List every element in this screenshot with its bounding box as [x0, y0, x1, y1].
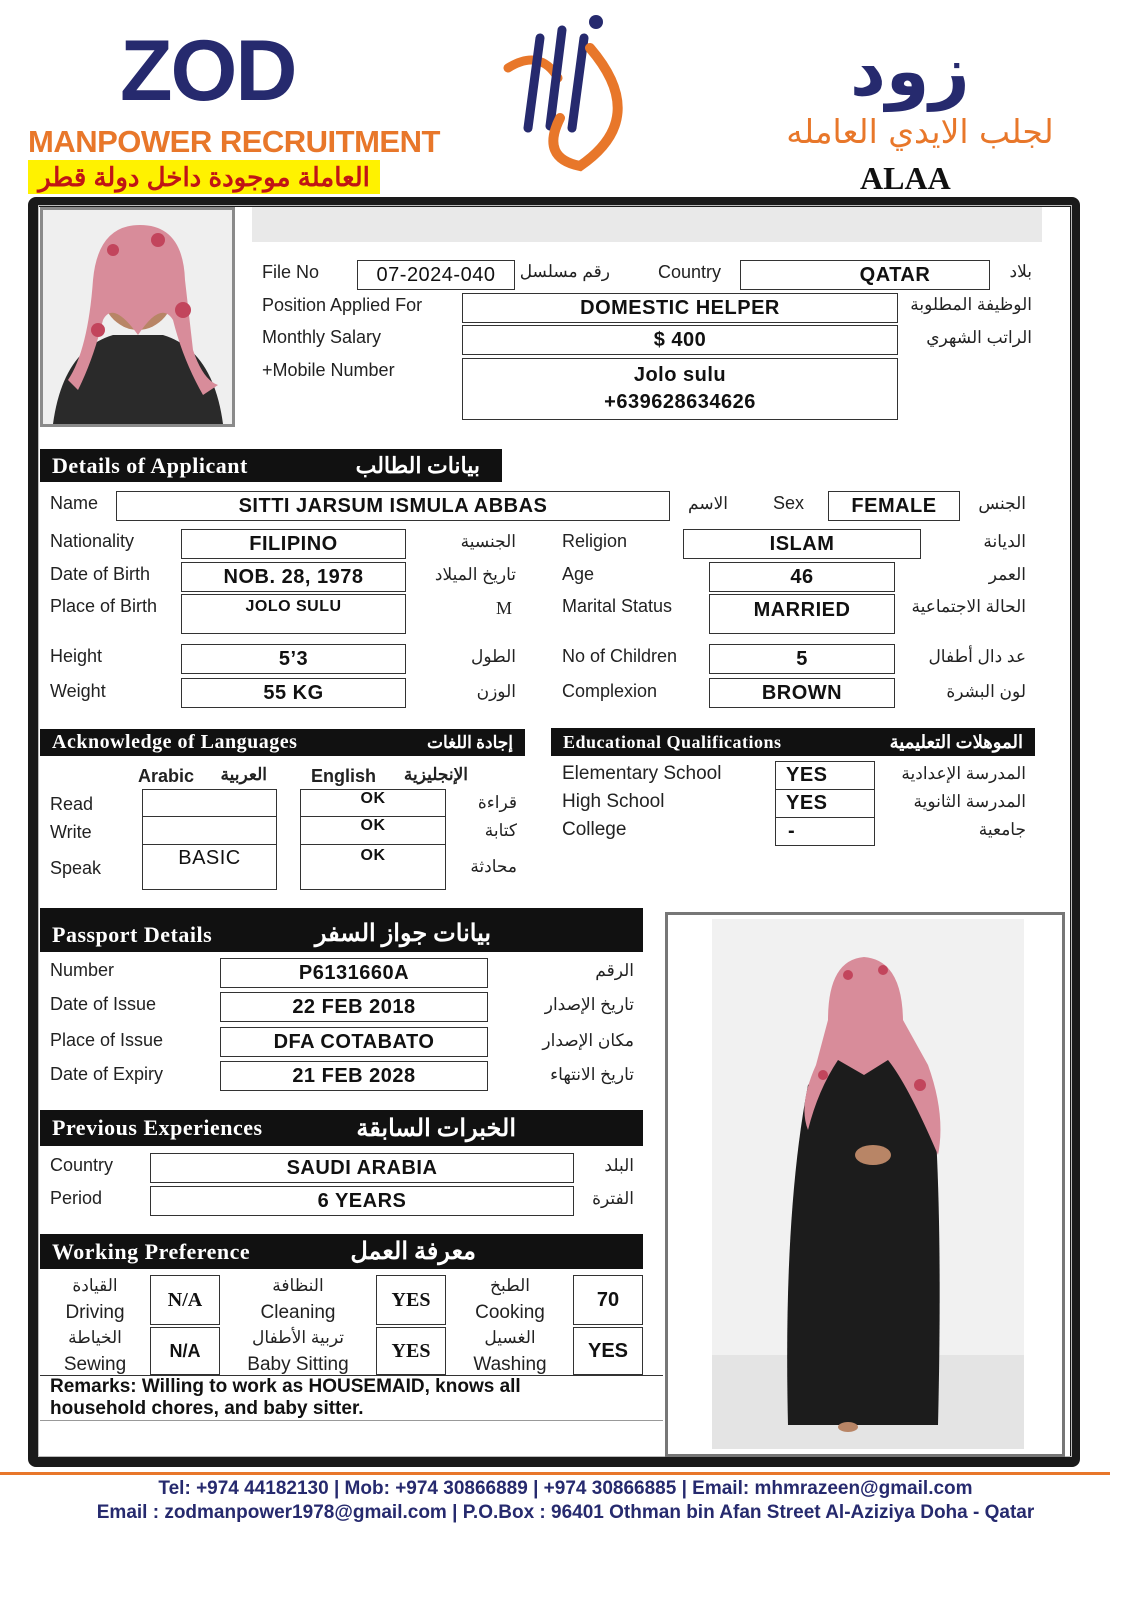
- exp-period-value: 6 YEARS: [150, 1186, 574, 1216]
- brand-slogan-arabic: لجلب الايدي العامله: [786, 112, 1054, 151]
- english-col-label-ar: الإنجليزية: [403, 765, 468, 784]
- arabic-speak-value: BASIC: [142, 844, 277, 890]
- salary-label-ar: الراتب الشهري: [926, 328, 1032, 347]
- issue-date-label: Date of Issue: [50, 994, 157, 1014]
- cooking-label: Cooking: [475, 1302, 545, 1323]
- details-header: [40, 449, 502, 482]
- complexion-value: BROWN: [709, 678, 895, 708]
- sewing-label: Sewing: [63, 1354, 127, 1375]
- children-label: No of Children: [562, 646, 678, 666]
- college-label: College: [562, 819, 627, 840]
- footer-contact-line-2: Email : zodmanpower1978@gmail.com | P.O.Box : 96401 Othman bin Afan Street Al-Aziziya Doha - Qatar: [96, 1502, 1035, 1523]
- write-label-ar: كتابة: [484, 821, 517, 840]
- read-label: Read: [50, 794, 94, 814]
- college-label-ar: جامعية: [978, 820, 1026, 839]
- remarks-line-2: household chores, and baby sitter.: [50, 1398, 364, 1419]
- children-value: 5: [709, 644, 895, 674]
- experience-title-ar: الخبرات السابقة: [356, 1115, 516, 1142]
- age-label-ar: العمر: [988, 565, 1026, 584]
- weight-label: Weight: [50, 681, 106, 701]
- cooking-value: 70: [573, 1275, 643, 1325]
- read-label-ar: قراءة: [477, 793, 517, 812]
- name-value: SITTI JARSUM ISMULA ABBAS: [116, 491, 670, 521]
- passport-header: [40, 908, 643, 952]
- arabic-col-label: Arabic: [138, 766, 195, 786]
- remarks-line-1: Remarks: Willing to work as HOUSEMAID, knows all: [50, 1376, 521, 1397]
- footer-contact-line-1: Tel: +974 44182130 | Mob: +974 30866889 | +974 30866885 | Email: mhmrazeen@gmail.com: [158, 1478, 973, 1499]
- elementary-value: YES: [775, 761, 875, 790]
- passport-number-label: Number: [50, 960, 115, 980]
- religion-label: Religion: [562, 531, 628, 551]
- english-read-value: OK: [300, 789, 446, 817]
- name-label: Name: [50, 493, 99, 513]
- nationality-value: FILIPINO: [181, 529, 406, 559]
- baby-sitting-label-ar: تربية الأطفال: [252, 1328, 344, 1347]
- dob-label: Date of Birth: [50, 564, 151, 584]
- marital-label: Marital Status: [562, 596, 673, 616]
- exp-period-label-ar: الفترة: [592, 1189, 634, 1208]
- issue-date-value: 22 FEB 2018: [220, 992, 488, 1022]
- file-no-label: File No: [262, 262, 320, 282]
- position-label: Position Applied For: [262, 295, 423, 315]
- arabic-read-value: [142, 789, 277, 817]
- applicant-full-photo: [665, 912, 1065, 1457]
- baby-sitting-value: YES: [376, 1327, 446, 1375]
- name-label-ar: الاسم: [688, 494, 728, 513]
- file-no-value: 07-2024-040: [357, 260, 515, 290]
- location-note: العاملة موجودة داخل دولة قطر: [28, 160, 380, 194]
- salary-label: Monthly Salary: [262, 327, 382, 347]
- elementary-label: Elementary School: [562, 763, 722, 784]
- high-school-label: High School: [562, 791, 665, 812]
- dob-value: NOB. 28, 1978: [181, 562, 406, 592]
- education-header: [551, 728, 1035, 756]
- country-value: QATAR: [740, 260, 990, 290]
- exp-country-label-ar: البلد: [604, 1156, 634, 1175]
- nationality-label-ar: الجنسية: [460, 532, 516, 551]
- country-label: Country: [658, 262, 722, 282]
- details-title: Details of Applicant: [52, 452, 248, 478]
- exp-country-label: Country: [50, 1155, 114, 1175]
- speak-label-ar: محادثة: [470, 857, 517, 876]
- complexion-label: Complexion: [562, 681, 658, 701]
- cleaning-value: YES: [376, 1275, 446, 1325]
- expiry-value: 21 FEB 2028: [220, 1061, 488, 1091]
- passport-title-ar: بيانات جواز السفر: [314, 921, 491, 947]
- issue-place-label: Place of Issue: [50, 1030, 164, 1050]
- exp-country-value: SAUDI ARABIA: [150, 1153, 574, 1183]
- top-band: [252, 207, 1042, 242]
- english-write-value: OK: [300, 816, 446, 845]
- religion-label-ar: الديانة: [983, 532, 1026, 551]
- mobile-label: +Mobile Number: [262, 360, 395, 380]
- mobile-location: Jolo sulu: [633, 364, 727, 386]
- arabic-write-value: [142, 816, 277, 845]
- marital-label-ar: الحالة الاجتماعية: [911, 597, 1026, 616]
- weight-value: 55 KG: [181, 678, 406, 708]
- speak-label: Speak: [50, 858, 102, 878]
- complexion-label-ar: لون البشرة: [946, 682, 1026, 701]
- languages-title-ar: إجادة اللغات: [426, 732, 513, 752]
- file-no-label-ar: رقم مسلسل: [519, 262, 610, 281]
- footer-divider: [0, 1472, 1110, 1475]
- passport-number-value: P6131660A: [220, 958, 488, 988]
- company-logo-icon: [500, 8, 640, 178]
- remarks: [40, 1375, 663, 1421]
- agent-name: ALAA: [860, 160, 951, 196]
- education-title: Educational Qualifications: [563, 731, 782, 752]
- details-title-ar: بيانات الطالب: [355, 452, 480, 478]
- education-title-ar: الموهلات التعليمية: [889, 731, 1023, 752]
- passport-title: Passport Details: [52, 922, 213, 947]
- passport-number-label-ar: الرقم: [595, 961, 634, 980]
- baby-sitting-label: Baby Sitting: [247, 1354, 349, 1375]
- pob-value: JOLO SULU: [181, 594, 406, 634]
- brand-name: ZOD: [120, 23, 296, 119]
- brand-subtitle: MANPOWER RECRUITMENT: [28, 124, 440, 159]
- mobile-value: [462, 358, 898, 420]
- pob-label: Place of Birth: [50, 596, 158, 616]
- washing-label-ar: الغسيل: [484, 1328, 536, 1347]
- sewing-value: N/A: [150, 1327, 220, 1375]
- sex-value: FEMALE: [828, 491, 960, 521]
- position-label-ar: الوظيفة المطلوبة: [910, 295, 1032, 314]
- washing-label: Washing: [473, 1354, 547, 1375]
- height-value: 5’3: [181, 644, 406, 674]
- english-speak-value: OK: [300, 844, 446, 890]
- issue-place-label-ar: مكان الإصدار: [542, 1031, 634, 1050]
- position-value: DOMESTIC HELPER: [462, 293, 898, 323]
- arabic-col-label-ar: العربية: [220, 765, 267, 784]
- brand-name-arabic: زود: [850, 30, 970, 112]
- religion-value: ISLAM: [683, 529, 921, 559]
- cooking-label-ar: الطبخ: [490, 1276, 530, 1295]
- elementary-label-ar: المدرسة الإعدادية: [901, 764, 1026, 783]
- dob-label-ar: تاريخ الميلاد: [434, 565, 516, 584]
- expiry-label: Date of Expiry: [50, 1064, 164, 1084]
- age-label: Age: [562, 564, 595, 584]
- weight-label-ar: الوزن: [476, 682, 516, 701]
- exp-period-label: Period: [50, 1188, 103, 1208]
- sex-label-ar: الجنس: [978, 494, 1026, 513]
- applicant-portrait: [40, 207, 235, 427]
- cleaning-label: Cleaning: [260, 1302, 336, 1323]
- mobile-number: +639628634626: [604, 391, 756, 413]
- washing-value: YES: [573, 1327, 643, 1375]
- salary-value: $ 400: [462, 325, 898, 355]
- height-label: Height: [50, 646, 103, 666]
- nationality-label: Nationality: [50, 531, 135, 551]
- cleaning-label-ar: النظافة: [272, 1276, 324, 1295]
- driving-value: N/A: [150, 1275, 220, 1325]
- working-title-ar: معرفة العمل: [350, 1239, 476, 1265]
- pob-mark: M: [496, 598, 513, 618]
- write-label: Write: [50, 822, 92, 842]
- high-school-value: YES: [775, 789, 875, 818]
- high-school-label-ar: المدرسة الثانوية: [913, 792, 1026, 811]
- driving-label: Driving: [65, 1302, 125, 1323]
- college-value: -: [775, 817, 875, 846]
- issue-date-label-ar: تاريخ الإصدار: [544, 995, 634, 1014]
- working-header: [40, 1234, 643, 1269]
- experience-title: Previous Experiences: [52, 1115, 263, 1140]
- working-title: Working Preference: [52, 1238, 251, 1264]
- age-value: 46: [709, 562, 895, 592]
- children-label-ar: عد دال أطفال: [928, 647, 1026, 666]
- experience-header: [40, 1110, 643, 1146]
- english-col-label: English: [311, 766, 377, 786]
- height-label-ar: الطول: [471, 647, 516, 666]
- issue-place-value: DFA COTABATO: [220, 1027, 488, 1057]
- marital-value: MARRIED: [709, 594, 895, 634]
- country-label-ar: بلاد: [1009, 262, 1032, 281]
- sewing-label-ar: الخياطة: [68, 1328, 122, 1347]
- languages-header: [40, 729, 525, 756]
- sex-label: Sex: [773, 493, 805, 513]
- languages-title: Acknowledge of Languages: [52, 731, 298, 753]
- expiry-label-ar: تاريخ الانتهاء: [550, 1065, 634, 1084]
- driving-label-ar: القيادة: [72, 1276, 118, 1295]
